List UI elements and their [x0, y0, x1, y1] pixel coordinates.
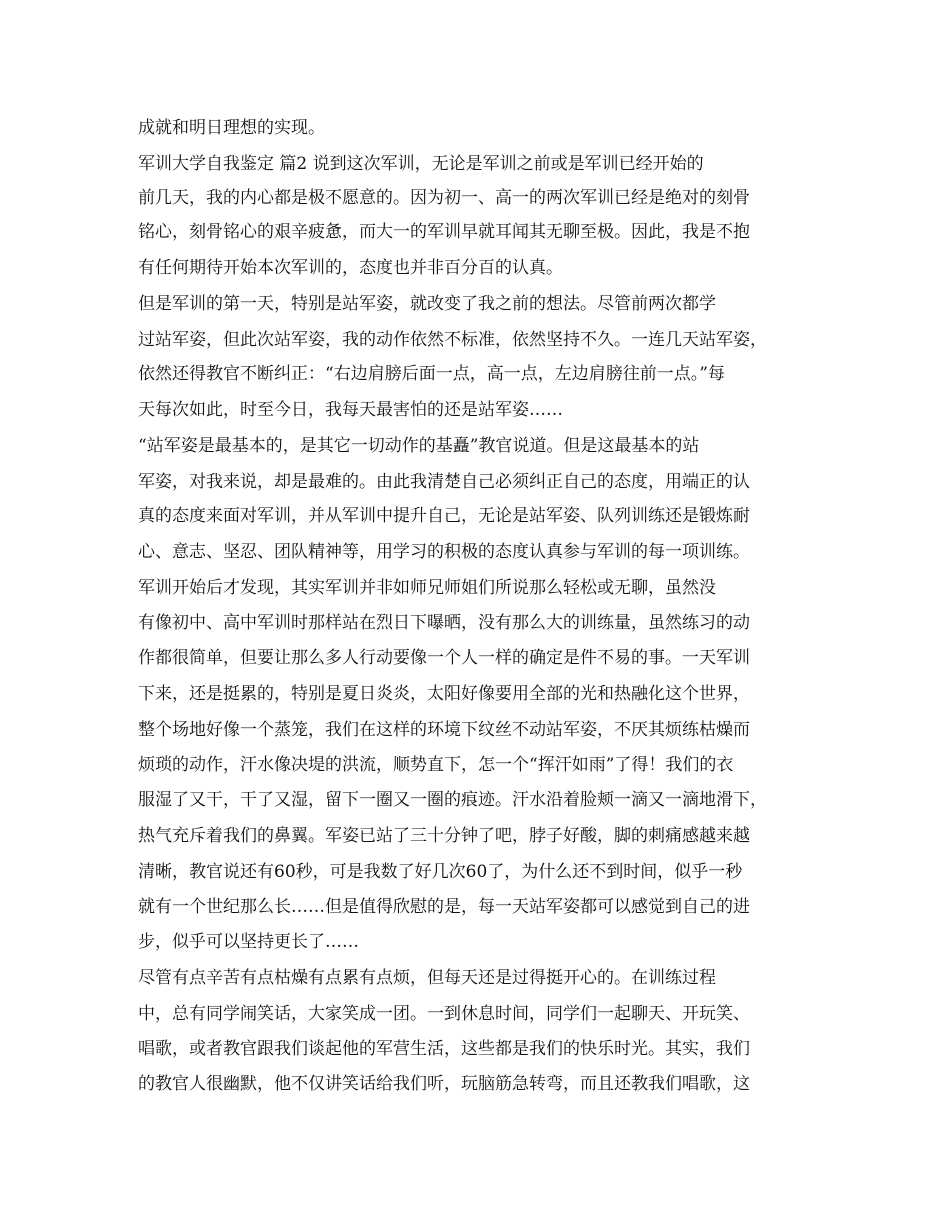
text-line: 尽管有点辛苦有点枯燥有点累有点烦，但每天还是过得挺开心的。在训练过程 [138, 968, 716, 988]
text-line: 依然还得教官不断纠正：“右边肩膀后面一点，高一点，左边肩膀往前一点。”每 [138, 364, 725, 384]
text-line: 就有一个世纪那么长……但是值得欣慰的是，每一天站军姿都可以感觉到自己的进 [138, 897, 750, 917]
text-line: 过站军姿，但此次站军姿，我的动作依然不标准，依然坚持不久。一连几天站军姿， [138, 330, 767, 350]
text-line: 烦琐的动作，汗水像决堤的洪流，顺势直下，怎一个“挥汗如雨”了得！我们的衣 [138, 755, 734, 775]
text-line: 步，似乎可以坚持更长了…… [138, 932, 359, 952]
text-line: 军姿，对我来说，却是最难的。由此我清楚自己必须纠正自己的态度，用端正的认 [138, 472, 750, 492]
text-line: 服湿了又干，干了又湿，留下一圈又一圈的痕迹。汗水沿着脸颊一滴又一滴地滑下， [138, 790, 767, 810]
text-line: 有像初中、高中军训时那样站在烈日下曝晒，没有那么大的训练量，虽然练习的动 [138, 613, 750, 633]
text-line: 有任何期待开始本次军训的，态度也并非百分百的认真。 [138, 258, 563, 278]
text-line: 军训开始后才发现，其实军训并非如师兄师姐们所说那么轻松或无聊，虽然没 [138, 578, 716, 598]
text-line: 天每次如此，时至今日，我每天最害怕的还是站军姿…… [138, 400, 563, 420]
text-line: 清晰，教官说还有60秒，可是我数了好几次60了，为什么还不到时间，似乎一秒 [138, 862, 743, 882]
text-line: 唱歌，或者教官跟我们谈起他的军营生活，这些都是我们的快乐时光。其实，我们 [138, 1039, 750, 1059]
text-line: 军训大学自我鉴定 篇2 说到这次军训，无论是军训之前或是军训已经开始的 [138, 154, 704, 174]
text-line: 心、意志、坚忍、团队精神等，用学习的积极的态度认真参与军训的每一项训练。 [138, 542, 750, 562]
text-line: “站军姿是最基本的，是其它一切动作的基矗”教官说道。但是这最基本的站 [138, 436, 700, 456]
text-line: 但是军训的第一天，特别是站军姿，就改变了我之前的想法。尽管前两次都学 [138, 294, 716, 314]
text-line: 前几天，我的内心都是极不愿意的。因为初一、高一的两次军训已经是绝对的刻骨 [138, 188, 750, 208]
text-line: 热气充斥着我们的鼻翼。军姿已站了三十分钟了吧，脖子好酸，脚的刺痛感越来越 [138, 826, 750, 846]
text-line: 作都很简单，但要让那么多人行动要像一个人一样的确定是件不易的事。一天军训 [138, 648, 750, 668]
text-line: 整个场地好像一个蒸笼，我们在这样的环境下纹丝不动站军姿，不厌其烦练枯燥而 [138, 720, 750, 740]
text-line: 真的态度来面对军训，并从军训中提升自己，无论是站军姿、队列训练还是锻炼耐 [138, 506, 750, 526]
text-line: 成就和明日理想的实现。 [138, 118, 325, 138]
text-line: 中，总有同学闹笑话，大家笑成一团。一到休息时间，同学们一起聊天、开玩笑、 [138, 1004, 750, 1024]
text-line: 下来，还是挺累的，特别是夏日炎炎，太阳好像要用全部的光和热融化这个世界， [138, 684, 750, 704]
text-line: 铭心，刻骨铭心的艰辛疲惫，而大一的军训早就耳闻其无聊至极。因此，我是不抱 [138, 222, 750, 242]
text-line: 的教官人很幽默，他不仅讲笑话给我们听，玩脑筋急转弯，而且还教我们唱歌，这 [138, 1074, 750, 1094]
